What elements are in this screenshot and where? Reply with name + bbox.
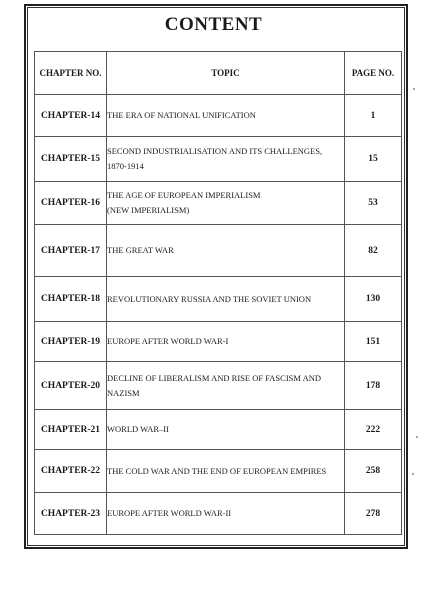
topic-line: THE AGE OF EUROPEAN IMPERIALISM — [107, 190, 261, 200]
page-number: 82 — [345, 225, 402, 277]
table-row — [35, 225, 402, 277]
chapter-number: CHAPTER-17 — [35, 225, 107, 277]
chapter-number: CHAPTER-21 — [35, 410, 107, 450]
page-title: CONTENT — [164, 14, 263, 35]
page-number: 15 — [345, 137, 402, 182]
topic-line: THE ERA OF NATIONAL UNIFICATION — [107, 110, 256, 120]
topic-line: DECLINE OF LIBERALISM AND RISE OF FASCISM AND — [107, 372, 322, 383]
chapter-topic — [107, 493, 345, 535]
topic-line: SECOND INDUSTRIALISATION AND ITS CHALLENGES, — [107, 146, 323, 156]
header-chapter-no: CHAPTER NO. — [35, 52, 107, 95]
table-row — [35, 362, 402, 410]
topic-line: THE COLD WAR AND THE END OF EUROPEAN EMPIRES — [107, 465, 327, 476]
chapter-topic — [107, 410, 345, 450]
topic-line: EUROPE AFTER WORLD WAR-I — [107, 336, 229, 346]
page-number: 222 — [345, 410, 402, 450]
contents-table — [34, 51, 402, 535]
scan-speck — [416, 436, 418, 438]
topic-line: NAZISM — [107, 387, 140, 398]
table-header-row — [35, 52, 402, 95]
table-row — [35, 410, 402, 450]
table-row — [35, 182, 402, 225]
topic-line: THE GREAT WAR — [107, 245, 174, 255]
table-row — [35, 95, 402, 137]
table-row — [35, 322, 402, 362]
table-row — [35, 277, 402, 322]
chapter-topic — [107, 225, 345, 277]
chapter-number: CHAPTER-16 — [35, 182, 107, 225]
page-number: 53 — [345, 182, 402, 225]
chapter-number: CHAPTER-20 — [35, 362, 107, 410]
table-row — [35, 450, 402, 493]
table-row — [35, 137, 402, 182]
page-number: 278 — [345, 493, 402, 535]
topic-line: REVOLUTIONARY RUSSIA AND THE SOVIET UNION — [107, 293, 312, 304]
chapter-topic — [107, 137, 345, 182]
chapter-topic — [107, 362, 345, 410]
page-number: 1 — [345, 95, 402, 137]
chapter-number: CHAPTER-14 — [35, 95, 107, 137]
scan-speck — [412, 473, 414, 475]
header-page-no: PAGE NO. — [345, 52, 402, 95]
page-number: 178 — [345, 362, 402, 410]
chapter-topic — [107, 277, 345, 322]
chapter-number: CHAPTER-23 — [35, 493, 107, 535]
chapter-topic — [107, 450, 345, 493]
header-topic: TOPIC — [107, 52, 345, 95]
topic-line: EUROPE AFTER WORLD WAR-II — [107, 508, 232, 518]
chapter-number: CHAPTER-18 — [35, 277, 107, 322]
topic-line: WORLD WAR–II — [107, 424, 169, 434]
topic-line: (NEW IMPERIALISM) — [107, 205, 190, 215]
page-number: 258 — [345, 450, 402, 493]
chapter-number: CHAPTER-19 — [35, 322, 107, 362]
chapter-topic — [107, 95, 345, 137]
topic-line: 1870-1914 — [107, 161, 144, 171]
chapter-topic — [107, 182, 345, 225]
chapter-number: CHAPTER-22 — [35, 450, 107, 493]
chapter-topic — [107, 322, 345, 362]
page-number: 151 — [345, 322, 402, 362]
table-row — [35, 493, 402, 535]
page-number: 130 — [345, 277, 402, 322]
scan-speck — [413, 88, 415, 90]
chapter-number: CHAPTER-15 — [35, 137, 107, 182]
